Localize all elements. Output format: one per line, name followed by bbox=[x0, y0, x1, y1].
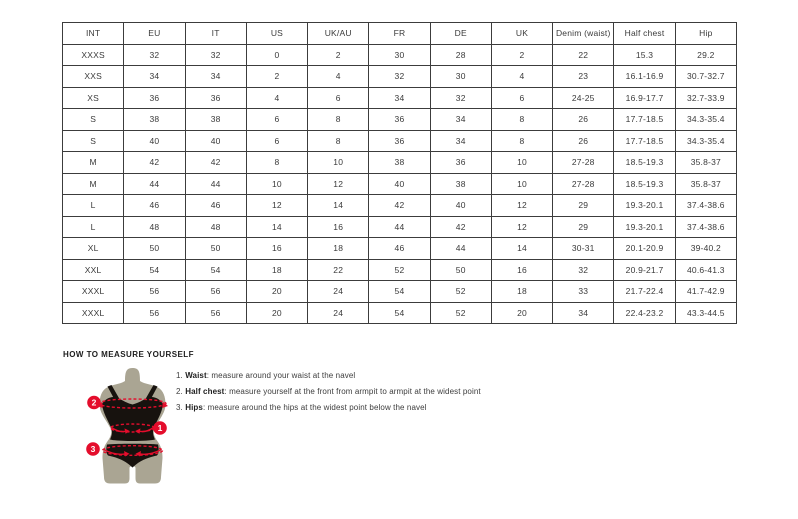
size-cell: 36 bbox=[185, 87, 246, 109]
size-row-l bbox=[63, 195, 737, 217]
measure-step-1 bbox=[176, 371, 481, 380]
size-cell: 34.3-35.4 bbox=[675, 109, 736, 131]
column-header-half-chest: Half chest bbox=[614, 23, 675, 45]
size-cell: XXXL bbox=[63, 281, 124, 303]
size-row-xxl bbox=[63, 259, 737, 281]
size-cell: 20 bbox=[491, 302, 552, 324]
size-cell: 34 bbox=[430, 130, 491, 152]
badge-waist-label: 1 bbox=[157, 423, 163, 434]
step-label: Hips bbox=[185, 403, 203, 412]
measure-steps bbox=[176, 371, 481, 419]
size-cell: 42 bbox=[124, 152, 185, 174]
size-cell: S bbox=[63, 130, 124, 152]
step-label: Waist bbox=[185, 371, 207, 380]
size-cell: 24 bbox=[308, 281, 369, 303]
size-cell: 12 bbox=[246, 195, 307, 217]
size-row-s bbox=[63, 130, 737, 152]
size-cell: 22 bbox=[308, 259, 369, 281]
size-cell: 8 bbox=[491, 109, 552, 131]
column-header-uk-au: UK/AU bbox=[308, 23, 369, 45]
size-cell: 18.5-19.3 bbox=[614, 173, 675, 195]
size-cell: 20 bbox=[246, 302, 307, 324]
size-cell: 32.7-33.9 bbox=[675, 87, 736, 109]
size-cell: 32 bbox=[553, 259, 614, 281]
size-cell: 56 bbox=[185, 281, 246, 303]
size-cell: 34.3-35.4 bbox=[675, 130, 736, 152]
size-cell: 12 bbox=[491, 216, 552, 238]
size-cell: 38 bbox=[369, 152, 430, 174]
size-cell: 29 bbox=[553, 216, 614, 238]
size-cell: 4 bbox=[308, 66, 369, 88]
size-cell: 10 bbox=[308, 152, 369, 174]
measure-step-2 bbox=[176, 387, 481, 396]
size-cell: 37.4-38.6 bbox=[675, 216, 736, 238]
size-cell: M bbox=[63, 152, 124, 174]
column-header-uk: UK bbox=[491, 23, 552, 45]
size-table-body bbox=[63, 44, 737, 324]
size-table bbox=[62, 22, 737, 324]
size-cell: 56 bbox=[124, 302, 185, 324]
size-cell: 40 bbox=[430, 195, 491, 217]
column-header-it: IT bbox=[185, 23, 246, 45]
size-cell: 16 bbox=[246, 238, 307, 260]
step-description: : measure around your waist at the navel bbox=[206, 371, 356, 380]
column-header-fr: FR bbox=[369, 23, 430, 45]
size-cell: 52 bbox=[369, 259, 430, 281]
badge-chest-label: 2 bbox=[91, 397, 97, 408]
size-cell: 16 bbox=[308, 216, 369, 238]
size-row-xxs bbox=[63, 66, 737, 88]
size-cell: 2 bbox=[246, 66, 307, 88]
size-cell: 30.7-32.7 bbox=[675, 66, 736, 88]
size-cell: XXL bbox=[63, 259, 124, 281]
size-cell: 18 bbox=[308, 238, 369, 260]
step-label: Half chest bbox=[185, 387, 225, 396]
size-cell: 34 bbox=[369, 87, 430, 109]
size-table-head bbox=[63, 23, 737, 45]
size-cell: 29 bbox=[553, 195, 614, 217]
size-row-m bbox=[63, 173, 737, 195]
size-cell: 44 bbox=[430, 238, 491, 260]
size-cell: 38 bbox=[430, 173, 491, 195]
size-cell: 15.3 bbox=[614, 44, 675, 66]
size-cell: 42 bbox=[185, 152, 246, 174]
size-cell: 40 bbox=[369, 173, 430, 195]
size-cell: XXXS bbox=[63, 44, 124, 66]
size-cell: 16.1-16.9 bbox=[614, 66, 675, 88]
size-cell: L bbox=[63, 216, 124, 238]
size-cell: 19.3-20.1 bbox=[614, 195, 675, 217]
size-cell: 17.7-18.5 bbox=[614, 130, 675, 152]
step-number: 1. bbox=[176, 371, 186, 380]
size-cell: 44 bbox=[124, 173, 185, 195]
size-cell: 22.4-23.2 bbox=[614, 302, 675, 324]
size-cell: 16 bbox=[491, 259, 552, 281]
size-cell: 33 bbox=[553, 281, 614, 303]
size-cell: 36 bbox=[430, 152, 491, 174]
size-cell: 12 bbox=[491, 195, 552, 217]
step-number: 3. bbox=[176, 403, 186, 412]
column-header-us: US bbox=[246, 23, 307, 45]
size-cell: 54 bbox=[369, 302, 430, 324]
size-cell: XS bbox=[63, 87, 124, 109]
size-cell: 14 bbox=[491, 238, 552, 260]
size-cell: 6 bbox=[246, 130, 307, 152]
size-cell: 22 bbox=[553, 44, 614, 66]
size-cell: 54 bbox=[124, 259, 185, 281]
size-cell: 42 bbox=[369, 195, 430, 217]
size-cell: 24-25 bbox=[553, 87, 614, 109]
size-cell: 50 bbox=[430, 259, 491, 281]
size-cell: 18.5-19.3 bbox=[614, 152, 675, 174]
size-cell: 24 bbox=[308, 302, 369, 324]
size-cell: 44 bbox=[369, 216, 430, 238]
size-row-m bbox=[63, 152, 737, 174]
size-cell: 23 bbox=[553, 66, 614, 88]
measure-step-3 bbox=[176, 403, 481, 412]
size-cell: 36 bbox=[124, 87, 185, 109]
size-cell: 32 bbox=[369, 66, 430, 88]
size-cell: 41.7-42.9 bbox=[675, 281, 736, 303]
column-header-de: DE bbox=[430, 23, 491, 45]
size-cell: 28 bbox=[430, 44, 491, 66]
size-cell: 34 bbox=[430, 109, 491, 131]
size-cell: 10 bbox=[491, 152, 552, 174]
size-cell: 17.7-18.5 bbox=[614, 109, 675, 131]
size-cell: XXXL bbox=[63, 302, 124, 324]
size-cell: 34 bbox=[553, 302, 614, 324]
size-cell: 14 bbox=[308, 195, 369, 217]
size-cell: 38 bbox=[124, 109, 185, 131]
size-row-xxxs bbox=[63, 44, 737, 66]
size-cell: 12 bbox=[308, 173, 369, 195]
size-cell: 30 bbox=[369, 44, 430, 66]
size-cell: 35.8-37 bbox=[675, 152, 736, 174]
size-cell: 26 bbox=[553, 109, 614, 131]
size-cell: 6 bbox=[308, 87, 369, 109]
size-cell: 46 bbox=[185, 195, 246, 217]
column-header-hip: Hip bbox=[675, 23, 736, 45]
size-cell: 52 bbox=[430, 302, 491, 324]
size-cell: 54 bbox=[185, 259, 246, 281]
size-cell: 2 bbox=[308, 44, 369, 66]
size-cell: 27-28 bbox=[553, 152, 614, 174]
size-cell: 36 bbox=[369, 109, 430, 131]
size-cell: 20.1-20.9 bbox=[614, 238, 675, 260]
size-cell: 20 bbox=[246, 281, 307, 303]
size-cell: 8 bbox=[246, 152, 307, 174]
size-cell: 56 bbox=[185, 302, 246, 324]
size-row-xxxl bbox=[63, 302, 737, 324]
size-row-xxxl bbox=[63, 281, 737, 303]
size-cell: 42 bbox=[430, 216, 491, 238]
step-description: : measure around the hips at the widest point below the navel bbox=[202, 403, 427, 412]
size-cell: XL bbox=[63, 238, 124, 260]
size-cell: 40.6-41.3 bbox=[675, 259, 736, 281]
size-cell: 8 bbox=[308, 130, 369, 152]
size-cell: 48 bbox=[124, 216, 185, 238]
size-cell: 40 bbox=[185, 130, 246, 152]
measure-heading: HOW TO MEASURE YOURSELF bbox=[63, 350, 194, 359]
badge-hips-label: 3 bbox=[90, 444, 96, 455]
size-cell: 34 bbox=[124, 66, 185, 88]
size-cell: 8 bbox=[308, 109, 369, 131]
column-header-eu: EU bbox=[124, 23, 185, 45]
size-cell: 10 bbox=[246, 173, 307, 195]
size-cell: 8 bbox=[491, 130, 552, 152]
size-cell: 30 bbox=[430, 66, 491, 88]
size-cell: 4 bbox=[491, 66, 552, 88]
size-cell: 16.9-17.7 bbox=[614, 87, 675, 109]
size-cell: 46 bbox=[369, 238, 430, 260]
size-cell: 29.2 bbox=[675, 44, 736, 66]
size-cell: 4 bbox=[246, 87, 307, 109]
size-cell: 14 bbox=[246, 216, 307, 238]
size-cell: 43.3-44.5 bbox=[675, 302, 736, 324]
size-cell: 44 bbox=[185, 173, 246, 195]
column-header-denim-waist-: Denim (waist) bbox=[553, 23, 614, 45]
size-cell: 36 bbox=[369, 130, 430, 152]
size-cell: 32 bbox=[430, 87, 491, 109]
size-cell: 34 bbox=[185, 66, 246, 88]
size-cell: 48 bbox=[185, 216, 246, 238]
size-cell: 20.9-21.7 bbox=[614, 259, 675, 281]
size-cell: 54 bbox=[369, 281, 430, 303]
size-cell: 39-40.2 bbox=[675, 238, 736, 260]
size-cell: 6 bbox=[491, 87, 552, 109]
size-row-xl bbox=[63, 238, 737, 260]
size-cell: 35.8-37 bbox=[675, 173, 736, 195]
size-cell: XXS bbox=[63, 66, 124, 88]
size-cell: M bbox=[63, 173, 124, 195]
size-cell: 26 bbox=[553, 130, 614, 152]
size-cell: 19.3-20.1 bbox=[614, 216, 675, 238]
size-cell: 46 bbox=[124, 195, 185, 217]
size-row-s bbox=[63, 109, 737, 131]
size-cell: 56 bbox=[124, 281, 185, 303]
size-cell: 30-31 bbox=[553, 238, 614, 260]
size-cell: 6 bbox=[246, 109, 307, 131]
size-cell: 32 bbox=[124, 44, 185, 66]
size-cell: 10 bbox=[491, 173, 552, 195]
size-cell: 18 bbox=[491, 281, 552, 303]
size-cell: 0 bbox=[246, 44, 307, 66]
size-cell: L bbox=[63, 195, 124, 217]
size-cell: 21.7-22.4 bbox=[614, 281, 675, 303]
column-header-int: INT bbox=[63, 23, 124, 45]
size-cell: S bbox=[63, 109, 124, 131]
step-description: : measure yourself at the front from armpit to armpit at the widest point bbox=[224, 387, 481, 396]
size-cell: 2 bbox=[491, 44, 552, 66]
size-cell: 50 bbox=[185, 238, 246, 260]
size-cell: 50 bbox=[124, 238, 185, 260]
size-cell: 38 bbox=[185, 109, 246, 131]
size-cell: 27-28 bbox=[553, 173, 614, 195]
size-cell: 37.4-38.6 bbox=[675, 195, 736, 217]
size-cell: 52 bbox=[430, 281, 491, 303]
size-row-l bbox=[63, 216, 737, 238]
size-row-xs bbox=[63, 87, 737, 109]
size-table-header-row bbox=[63, 23, 737, 45]
step-number: 2. bbox=[176, 387, 186, 396]
size-cell: 18 bbox=[246, 259, 307, 281]
size-cell: 32 bbox=[185, 44, 246, 66]
size-cell: 40 bbox=[124, 130, 185, 152]
